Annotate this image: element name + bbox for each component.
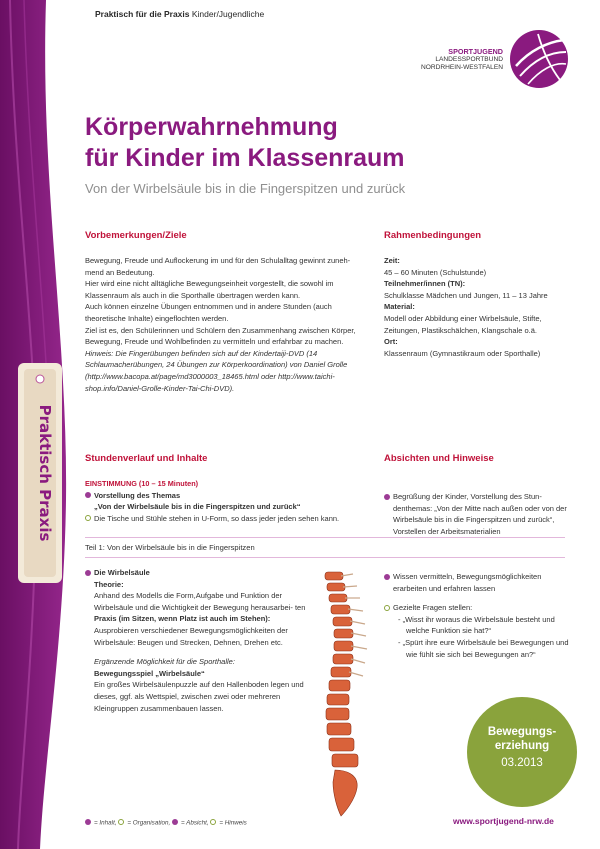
rahmen-body — [384, 255, 574, 359]
legend — [85, 819, 247, 827]
badge-line2: erziehung — [494, 740, 550, 752]
rahmen-heading: Rahmenbedingungen — [384, 230, 482, 241]
inhalt-bullet-icon — [85, 570, 91, 576]
footer-url-link[interactable]: www.sportjugend-nrw.de — [453, 816, 554, 826]
sidebar-tag-text: Praktisch Praxis — [36, 404, 54, 542]
praxis-text: Ausprobieren verschiedener Bewegungsmöglichkeiten der Wirbelsäule: Beugen und Strecken, Dehnen, Drehen etc. — [94, 625, 288, 647]
ort-value: Klassenraum (Gymnastikraum oder Sporthalle) — [384, 348, 541, 358]
brand-line3: NORDRHEIN-WESTFALEN — [420, 64, 503, 71]
absicht-bullet-icon — [384, 574, 390, 580]
legend-hinweis: = Hinweis — [219, 819, 247, 827]
legend-hinweis-icon — [210, 819, 216, 825]
ort-label: Ort: — [384, 337, 398, 347]
brand-text — [415, 48, 503, 72]
badge-line1: Bewegungs- — [487, 726, 557, 738]
absicht-3: Gezielte Fragen stellen: — [393, 603, 473, 613]
absichten-block-2 — [384, 571, 574, 660]
einstimmung-heading: EINSTIMMUNG (10 – 15 Minuten) — [85, 479, 199, 488]
divider-2 — [85, 557, 565, 558]
badge-date: 03.2013 — [501, 757, 543, 769]
zeit-label: Zeit: — [384, 256, 400, 265]
legend-organisation: = Organisation, — [127, 819, 171, 827]
inhalt-bullet-icon — [85, 492, 91, 498]
wirbelsaeule-block — [85, 567, 310, 714]
praxis-label: Praxis (im Sitzen, wenn Platz ist auch im Stehen): — [94, 614, 271, 624]
stunden-heading: Stundenverlauf und Inhalte — [85, 453, 208, 464]
page-subtitle: Von der Wirbelsäule bis in die Fingerspitzen und zurück — [85, 181, 406, 196]
material-value: Modell oder Abbildung einer Wirbelsäule, Stifte, Zeitungen, Plastikschälchen, Klangschale o.ä. — [384, 313, 542, 335]
series-line — [95, 9, 264, 19]
legend-inhalt-icon — [85, 819, 91, 825]
vorbemerkungen-heading: Vorbemerkungen/Ziele — [85, 230, 187, 241]
legend-inhalt: = Inhalt, — [94, 819, 117, 827]
spiel-title: Bewegungsspiel „Wirbelsäule“ — [94, 668, 205, 678]
series-name: Praktisch für die Praxis — [95, 9, 190, 19]
hinweis-bullet-icon — [384, 605, 390, 611]
ergaenzend-label: Ergänzende Möglichkeit für die Sporthalle: — [94, 657, 235, 667]
absichten-block-1 — [384, 491, 574, 537]
theorie-label: Theorie: — [94, 579, 124, 589]
absicht-bullet-icon — [384, 494, 390, 500]
legend-absicht-icon — [172, 819, 178, 825]
sportjugend-logo-icon — [508, 28, 570, 90]
ws-title: Die Wirbelsäule — [94, 568, 150, 577]
absicht-2: Wissen vermitteln, Bewegungsmöglichkeiten erarbeiten und erfahren lassen — [393, 572, 542, 593]
zeit-value: 45 – 60 Minuten (Schulstunde) — [384, 267, 487, 277]
tn-label: Teilnehmer/innen (TN): — [384, 279, 466, 289]
vorbemerkungen-p3: Auch können einzelne Übungen entnommen und in andere Stunden (auch theoretische Inhalte) eingeflochten werden. — [85, 302, 332, 323]
teil1-heading: Teil 1: Von der Wirbelsäule bis in die Fingerspitzen — [85, 543, 255, 552]
vorstellung-quote: „Von der Wirbelsäule bis in die Fingerspitzen und zurück“ — [94, 502, 301, 512]
einstimmung-block — [85, 478, 360, 524]
tag-graphic — [18, 363, 62, 583]
brand-line2: LANDESSPORTBUND — [435, 56, 503, 63]
tn-value: Schulklasse Mädchen und Jungen, 11 – 13 Jahre — [384, 290, 548, 300]
tische-text: Die Tische und Stühle stehen in U-Form, so dass jeder jeden sehen kann. — [94, 513, 340, 523]
legend-organisation-icon — [118, 819, 124, 825]
question-1: - „Wisst ihr woraus die Wirbelsäule besteht und welche Funktion sie hat?“ — [398, 614, 555, 636]
legend-absicht: = Absicht, — [180, 819, 209, 827]
vorbemerkungen-p4: Ziel ist es, den Schülerinnen und Schülern den Zusammenhang zwischen Körper, Bewegung, Freude und Wohlbefinden zu vermitteln und erfahrbar zu machen. — [85, 325, 356, 347]
question-2: - „Spürt ihre eure Wirbelsäule bei Bewegungen und wie fühlt sie sich bei Bewegungen an?“ — [398, 637, 569, 659]
material-label: Material: — [384, 302, 415, 312]
category-badge — [467, 697, 577, 807]
title-line1: Körperwahrnehmung — [85, 113, 338, 141]
vorstellung-title: Vorstellung des Themas — [94, 490, 181, 500]
spine-illustration — [305, 568, 375, 818]
page-title — [85, 112, 405, 174]
series-category: Kinder/Jugendliche — [191, 9, 265, 19]
theorie-text: Anhand des Modells die Form,Aufgabe und Funktion der Wirbelsäule und die Wichtigkeit der Bewegung herausarbei- ten — [94, 591, 306, 612]
spiel-text: Ein großes Wirbelsäulenpuzzle auf den Hallenboden legen und dieses, ggf. als Wettspiel, zwischen zwei oder mehreren Kleingruppen zusammenbauen lassen. — [94, 680, 304, 713]
vorbemerkungen-p1: Bewegung, Freude und Auflockerung im und für den Schulalltag gewinnt zuneh- mend an Bedeutung. — [85, 256, 351, 277]
vorbemerkungen-hint: Hinweis: Die Fingerübungen befinden sich auf der Kindertaiji-DVD (14 Schlaumacherübungen, 24 Übungen zur Körperkoordination) von Daniel Grolle (http://www.bacopa.at/page/md3000003_18465.html oder http://www.taichi-shop.info/Daniel-Grolle-Kinder-Tai-Chi-DVD). — [85, 348, 348, 393]
vorbemerkungen-p2: Hier wird eine nicht alltägliche Bewegungseinheit vorgestellt, die sowohl im Klassenraum als auch in die Sporthalle übertragen werden kann. — [85, 279, 334, 300]
absicht-1: Begrüßung der Kinder, Vorstellung des Stun- denthemas: „Von der Mitte nach außen oder von der Wirbelsäule bis in die Fingerspitzen und zurück“, Vorstellen der Arbeitsmaterialien — [393, 492, 567, 536]
brand-name: SPORTJUGEND — [448, 47, 503, 56]
vorbemerkungen-body — [85, 255, 357, 394]
organisation-bullet-icon — [85, 515, 91, 521]
absichten-heading: Absichten und Hinweise — [384, 453, 494, 464]
title-line2: für Kinder im Klassenraum — [85, 144, 405, 172]
sidebar-tag — [18, 363, 62, 583]
